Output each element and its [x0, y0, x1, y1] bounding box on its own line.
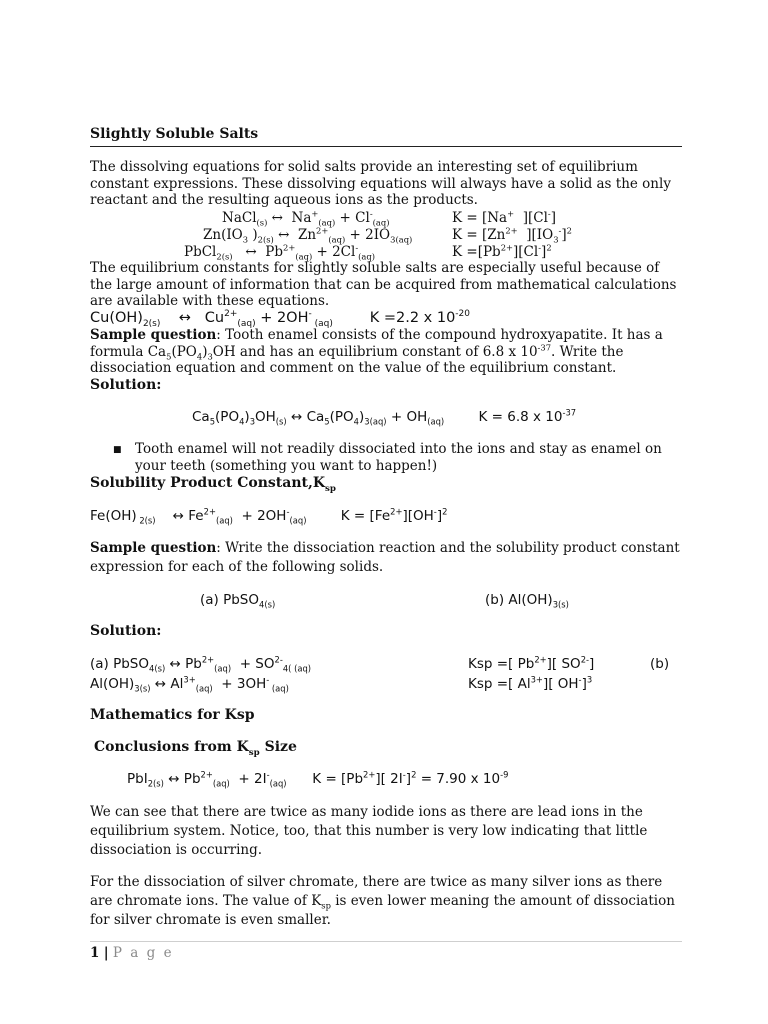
equation-cu-oh2: $Cu(OH)_{2(s)}$ ↔ $Cu^{2+}_{(aq)} + 2OH^-$ $_{(aq)}$ K =2.2 x $10^{-20}$ [90, 309, 470, 329]
equation-hydroxyapatite: $Ca_5(PO_4)_3OH_{(s)}$ ↔ $Ca_5(PO_4)_{3(aq)} + OH_{(aq)}$ K = 6.8 x $10^{-37}$ [192, 407, 577, 427]
page-title: Slightly Soluble Salts [90, 126, 259, 142]
page-footer [90, 945, 174, 961]
part-b-text: (b) Al(OH) [485, 592, 553, 608]
ksp-expression-al-oh3: Ksp =[ $Al^{3+}$][ OH-]$^3$ [468, 674, 593, 692]
part-b-label: (b) $Al(OH)_{3(s)}$ [485, 592, 569, 610]
conclusions-heading-sub: sp [248, 747, 260, 758]
conclusions-heading [94, 739, 297, 758]
conclusions-heading-end: Size [259, 739, 297, 755]
equation-pbso4: (a) PbSO$_{4(s)}$ ↔ $Pb^{2+}_{(aq)} + SO^{2-}_{4( (aq)}$ [90, 654, 312, 674]
useful-paragraph: The equilibrium constants for slightly soluble salts are especially useful because of the large amount of information that can be acquired from mathematical calculations are available with these equations. [90, 260, 677, 309]
equation-zn-io3: $Zn(IO_3$ )$_{2(s)}$ ↔ $Zn^{2+}_{(aq)} + 2IO_{3(aq)}$ [203, 225, 413, 245]
equation-al-oh3: $Al(OH)_{3(s)}$ ↔ $Al^{3+}_{(aq)} + 3OH^-$ $_{(aq)}$ [90, 674, 289, 694]
ksp-heading [90, 475, 336, 494]
part-a-text: (a) PbSO [200, 592, 260, 608]
footer-rule [90, 941, 682, 942]
part-a-label: (a) PbSO$_{4(s)}$ [200, 592, 276, 610]
chromate-paragraph: For the dissociation of silver chromate, there are twice as many silver ions as there are chromate ions. The value of $K_{sp}$ is even lower meaning the amount of dissociation for silver chromate is even smaller. [90, 874, 675, 928]
equation-nacl: NaCl$_{(s)}$ ↔ $Na^+_{(aq)} + Cl^-_{(aq)}$ [222, 208, 390, 228]
part-b-marker: (b) [650, 656, 670, 672]
bullet-marker: ■ [113, 445, 122, 455]
title-rule [90, 146, 682, 147]
solution-label-2: Solution: [90, 623, 162, 639]
k-expression-nacl: K = [Na+ ][Cl-] [452, 208, 556, 226]
iodide-paragraph: We can see that there are twice as many iodide ions as there are lead ions in the equilibrium system. Notice, too, that this number is very low indicating that little dissociation is occurring. [90, 804, 648, 858]
math-heading: Mathematics for Ksp [90, 707, 255, 723]
sample-question-2-text: : Write the dissociation reaction and the solubility product constant expression for each of the following solids. [90, 540, 680, 575]
ksp-heading-text: Solubility Product Constant,K [90, 475, 326, 491]
sample-question-label-2: Sample question [90, 540, 217, 556]
ksp-expression-pbso4: Ksp =[ $Pb^{2+}$][ $SO^{2-}$] [468, 654, 595, 672]
bullet-enamel: Tooth enamel will not readily dissociated into the ions and stay as enamel on your teeth (something you want to happen!) [135, 441, 662, 474]
sample-question-2 [90, 539, 682, 577]
solution-label-1: Solution: [90, 377, 162, 393]
footer-page-word: P a g e [112, 945, 174, 961]
ksp-heading-sub: sp [325, 483, 336, 494]
equation-pbi2: PbI$_{2(s)}$ ↔ $Pb^{2+}_{(aq)} + 2I^-_{(aq)}$ $K = [Pb^{2+}]$[ 2I-]$^2$ = 7.90 x $10^{-9}$ [127, 769, 509, 789]
conclusions-heading-text: Conclusions from K [94, 739, 249, 755]
sample-question-1: Sample question: Tooth enamel consists of the compound hydroxyapatite. It has a formula $Ca_5(PO_4)_3OH$ and has an equilibrium constant of 6.8 x $10^{-37}$. Write the dissociation equation and comment on the value of the equilibrium constant. [90, 327, 663, 376]
intro-paragraph: The dissolving equations for solid salts provide an interesting set of equilibrium constant expressions. These dissolving equations will always have a solid as the only reactant and the resulting aqueous ions as the products. [90, 159, 671, 208]
equation-fe-oh2: Fe(OH) $_{2(s)}$ ↔ $Fe^{2+}_{(aq)} + 2OH^-_{(aq)}$ $K = [Fe^{2+}][OH^-]^2$ [90, 506, 448, 526]
footer-separator: | [103, 945, 109, 961]
sample-question-label: Sample question [90, 327, 217, 343]
k-expression-pbcl2: $K =[Pb^{2+}][Cl^-]^2$ [452, 242, 552, 260]
equation-pbcl2: PbCl$_{2(s)}$ ↔ $Pb^{2+}_{(aq)} + 2Cl^-_{(aq)}$ [184, 242, 376, 262]
k-expression-zn-io3: $K = [Zn^{2+}$ ]$[IO_3^-]^2$ [452, 225, 572, 245]
page-number: 1 [90, 945, 100, 961]
